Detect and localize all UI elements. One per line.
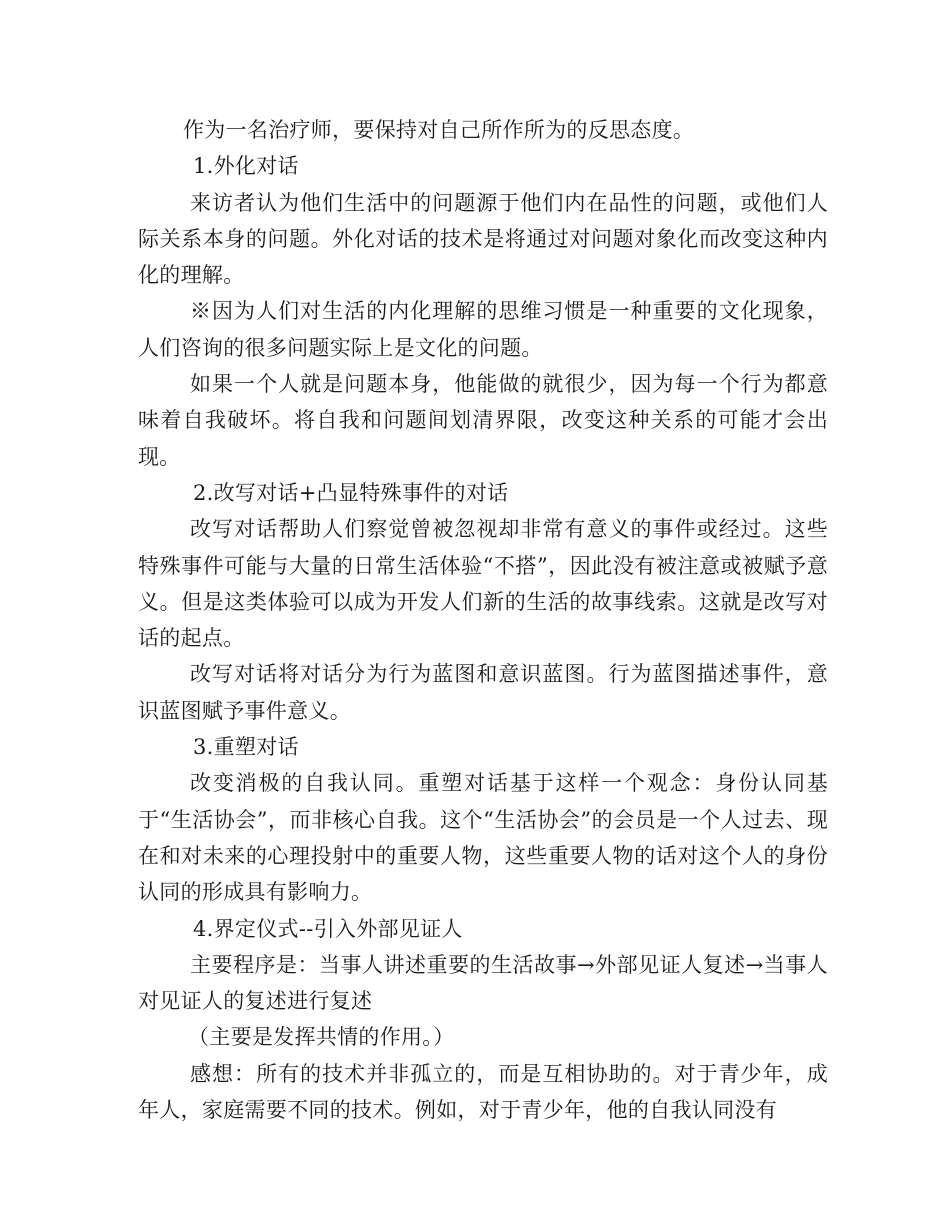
paragraph-rewriting-desc: 改写对话帮助人们察觉曾被忽视却非常有意义的事件或经过。这些特殊事件可能与大量的日常生活体验“不搭”，因此没有被注意或被赋予意义。但是这类体验可以成为开发人们新的生活的故事线索。这就是改写对话的起点。 — [138, 517, 828, 651]
paragraph-empathy-note: （主要是发挥共情的作用。） — [188, 1025, 455, 1050]
paragraph-blueprints: 改写对话将对话分为行为蓝图和意识蓝图。行为蓝图描述事件，意识蓝图赋予事件意义。 — [138, 662, 828, 723]
paragraph-reflection: 感想：所有的技术并非孤立的，而是互相协助的。对于青少年，成年人，家庭需要不同的技术。例如，对于青少年，他的自我认同没有 — [138, 1061, 828, 1123]
paragraph-externalizing-desc: 来访者认为他们生活中的问题源于他们内在品性的问题，或他们人际关系本身的问题。外化对话的技术是将通过对问题对象化而改变这种内化的理解。 — [138, 190, 828, 288]
section-heading-definitional-ceremony: 4.界定仪式--引入外部见证人 — [193, 916, 463, 941]
section-heading-rewriting: 2.改写对话+凸显特殊事件的对话 — [193, 480, 509, 505]
paragraph-self-problem: 如果一个人就是问题本身，他能做的就很少，因为每一个行为都意味着自我破坏。将自我和问题间划清界限，改变这种关系的可能才会出现。 — [138, 372, 828, 469]
paragraph-culture-note: ※因为人们对生活的内化理解的思维习惯是一种重要的文化现象，人们咨询的很多问题实际上是文化的问题。 — [138, 299, 828, 360]
section-heading-remembering: 3.重塑对话 — [193, 735, 299, 760]
document-page — [138, 112, 828, 1128]
section-heading-externalizing: 1.外化对话 — [193, 154, 299, 179]
intro-paragraph: 作为一名治疗师，要保持对自己所作所为的反思态度。 — [183, 118, 695, 142]
paragraph-remembering-desc: 改变消极的自我认同。重塑对话基于这样一个观念：身份认同基于“生活协会”，而非核心自我。这个“生活协会”的会员是一个人过去、现在和对未来的心理投射中的重要人物，这些重要人物的话对这个人的身份认同的形成具有影响力。 — [138, 771, 828, 905]
paragraph-procedure: 主要程序是：当事人讲述重要的生活故事→外部见证人复述→当事人对见证人的复述进行复述 — [138, 952, 828, 1014]
